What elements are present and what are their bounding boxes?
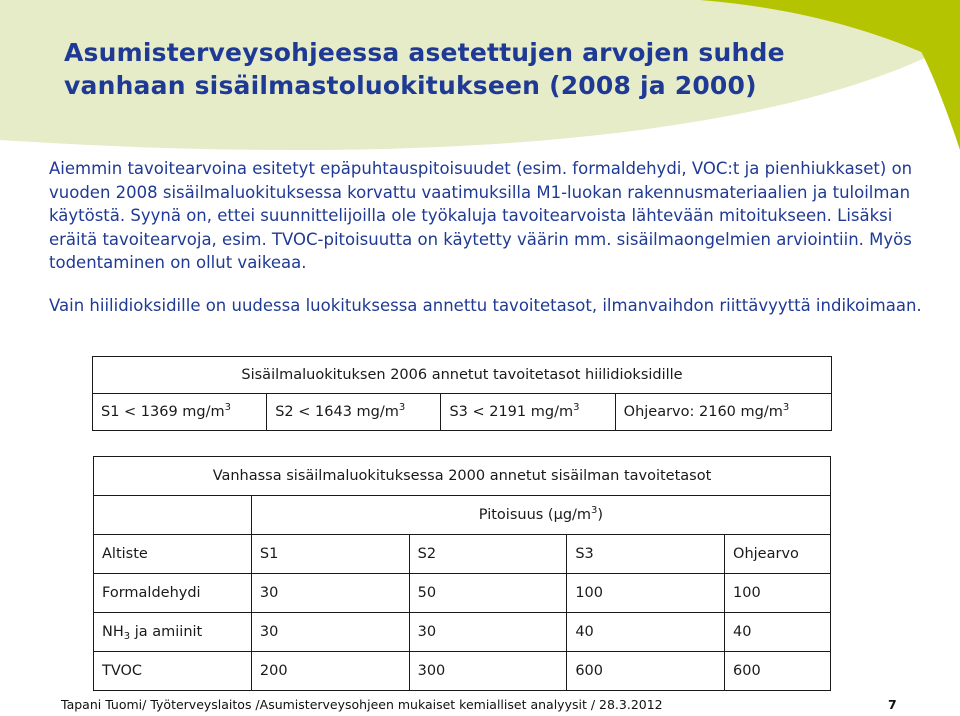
old-classification-table [93, 456, 831, 691]
table-cell: 30 [251, 574, 409, 613]
col-header-s1: S1 [251, 535, 409, 574]
co2-s3-cell: S3 < 2191 $mg/m^3$ [441, 394, 615, 431]
co2-values-row [93, 394, 832, 431]
footer-text: Tapani Tuomi/ Työterveyslaitos /Asumisterveysohjeen mukaiset kemialliset analyysit / 28.3.2012 [61, 697, 663, 712]
blank-cell [94, 496, 252, 535]
table-cell: 200 [251, 652, 409, 691]
intro-paragraph [49, 157, 929, 275]
table-cell: 30 [409, 613, 567, 652]
table-cell: 100 [725, 574, 831, 613]
table-cell: 600 [567, 652, 725, 691]
co2-paragraph: Vain hiilidioksidille on uudessa luokituksessa annettu tavoitetasot, ilmanvaihdon riittävyyttä indikoimaan. [49, 296, 922, 315]
table-row [94, 613, 831, 652]
unit-header: Pitoisuus $(\mu g/m^3)$ [251, 496, 830, 535]
table-cell: 30 [251, 613, 409, 652]
table-cell: 40 [567, 613, 725, 652]
page-number: 7 [888, 697, 897, 712]
old-table-header: Vanhassa sisäilmaluokituksessa 2000 annetut sisäilman tavoitetasot [94, 457, 831, 496]
col-header-s3: S3 [567, 535, 725, 574]
table-row [94, 652, 831, 691]
intro-text: Aiemmin tavoitearvoina esitetyt epäpuhtauspitoisuudet (esim. formaldehydi, VOC:t ja pienhiukkaset) on vuoden 2008 sisäilmaluokituksessa korvattu vaatimuksilla M1-luokan rakennusmateriaalien ja tuloilman käytöstä. Syynä on, ettei suunnittelijoilla ole työkaluja tavoitearvoista lähtevään mitoitukseen. Lisäksi eräitä tavoitearvoja, esim. TVOC-pitoisuutta on käytetty väärin mm. sisäilmaongelmien arviointiin. Myös todentaminen on ollut vaikeaa. [49, 159, 913, 272]
table-cell: 300 [409, 652, 567, 691]
table-row [94, 574, 831, 613]
row-label: Formaldehydi [94, 574, 252, 613]
row-label: TVOC [94, 652, 252, 691]
table-cell: 600 [725, 652, 831, 691]
table-cell: 50 [409, 574, 567, 613]
col-header-altiste: Altiste [94, 535, 252, 574]
table-cell: 40 [725, 613, 831, 652]
co2-target-table [92, 356, 832, 431]
column-header-row [94, 535, 831, 574]
co2-guideline-cell: Ohjearvo: 2160 $mg/m^3$ [615, 394, 831, 431]
col-header-ohjearvo: Ohjearvo [725, 535, 831, 574]
col-header-s2: S2 [409, 535, 567, 574]
page-title: Asumisterveysohjeessa asetettujen arvojen suhde vanhaan sisäilmastoluokitukseen (2008 ja 2000) [64, 38, 785, 100]
co2-s2-cell: S2 < 1643 $mg/m^3$ [267, 394, 441, 431]
co2-table-header: Sisäilmaluokituksen 2006 annetut tavoitetasot hiilidioksidille [93, 357, 832, 394]
co2-s1-cell: S1 < 1369 $mg/m^3$ [93, 394, 267, 431]
row-label: $NH_3$ ja amiinit [94, 613, 252, 652]
table-cell: 100 [567, 574, 725, 613]
